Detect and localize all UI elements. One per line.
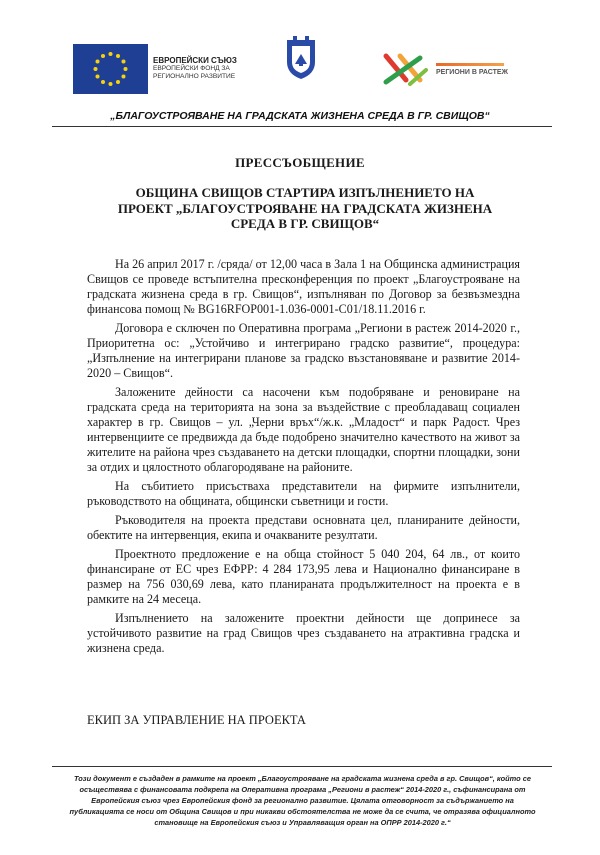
eu-logo-text (153, 57, 237, 81)
header-divider (52, 126, 552, 127)
paragraph-1: На 26 април 2017 г. /сряда/ от 12,00 часа в Зала 1 на Общинска администрация Свищов се проведе встъпителна пресконференция по проект „Благоустрояване на градската жизнена среда в гр. Свищов“, изпълняван по Договор за безвъзмездна финансова помощ № BG16RFOP001-1.036-0001-C01/18.11.2016 г. (87, 257, 520, 316)
signature-team: ЕКИП ЗА УПРАВЛЕНИЕ НА ПРОЕКТА (87, 713, 306, 727)
regions-in-growth-text (436, 63, 508, 77)
headline: ОБЩИНА СВИЩОВ СТАРТИРА ИЗПЪЛНЕНИЕТО НА ПРОЕКТ „БЛАГОУСТРОЯВАНЕ НА ГРАДСКАТА ЖИЗНЕНА СРЕДА В ГР. СВИЩОВ“ (117, 185, 493, 231)
operational-programme-logo-icon (380, 50, 430, 90)
municipal-crest-icon (285, 34, 317, 85)
eu-logo (73, 44, 237, 94)
paragraph-5: Ръководителя на проекта представи основната цел, планираните дейности, обектите на интервенция, екипа и очакваните резултати. (87, 513, 520, 542)
footer-divider (52, 766, 552, 767)
article-body (87, 257, 520, 660)
footer-disclaimer: Този документ е създаден в рамките на проект „Благоустрояване на градската жизнена среда в гр. Свищов“, който се осъществява с финансовата подкрепа на Оперативна програма „Региони в растеж“ 2014-2020 г., съфинансирана от Европейския съюз чрез Европейския фонд за регионално развитие. Цялата отговорност за съдържанието на публикацията се носи от Община Свищов и при никакви обстоятелства не може да се счита, че отразява официалното становище на Европейския съюз и Управляващия орган на ОПРР 2014-2020 г.“ (69, 774, 536, 827)
regions-in-growth-logo (380, 50, 508, 90)
paragraph-4: На събитието присъстваха представители на фирмите изпълнители, ръководството на общината, общински съветници и гости. (87, 479, 520, 508)
paragraph-7: Изпълнението на заложените проектни дейности ще допринесе за устойчивото развитие на град Свищов чрез създаването на атрактивна градска и жизнена среда. (87, 611, 520, 655)
paragraph-6: Проектното предложение е на обща стойност 5 040 204, 64 лв., от които финансиране от ЕС чрез ЕФРР: 4 284 173,95 лева и Национално финансиране в размер на 756 030,69 лева, като планираната продължителност на проекта е в рамките на 24 месеца. (87, 547, 520, 606)
paragraph-2: Договора е сключен по Оперативна програма „Региони в растеж 2014-2020 г., Приоритетна ос: „Устойчиво и интегрирано градско развитие“, процедура: „Изпълнение на интегрирани планове за градско възстановяване и развитие 2014-2020 – Свищов“. (87, 321, 520, 380)
logo-bar (0, 30, 600, 100)
paragraph-3: Заложените дейности са насочени към подобряване и реновиране на градската среда на територията на зона за въздействие с преобладаващ социален характер в гр. Свищов – ул. „Черни връх“/ж.к. „Младост“ и парк Радост. Чрез интервенциите се предвижда да бъде подобрено значително качеството на живот за жителите на района чрез създаването на детски площадки, спортни площадки, зони за отдих и цялостното облагородяване на районите. (87, 385, 520, 474)
regions-in-growth-name: РЕГИОНИ В РАСТЕЖ (436, 69, 508, 76)
project-header-title: „БЛАГОУСТРОЯВАНЕ НА ГРАДСКАТА ЖИЗНЕНА СРЕДА В ГР. СВИЩОВ“ (110, 110, 490, 122)
orange-rule (436, 63, 504, 66)
eu-title: ЕВРОПЕЙСКИ СЪЮЗ (153, 56, 237, 65)
press-release-heading: ПРЕССЪОБЩЕНИЕ (235, 155, 365, 170)
eu-fund-line-2: РЕГИОНАЛНО РАЗВИТИЕ (153, 73, 236, 80)
eu-flag-icon (73, 44, 148, 94)
eu-fund-line: ЕВРОПЕЙСКИ ФОНД ЗА (153, 65, 230, 72)
